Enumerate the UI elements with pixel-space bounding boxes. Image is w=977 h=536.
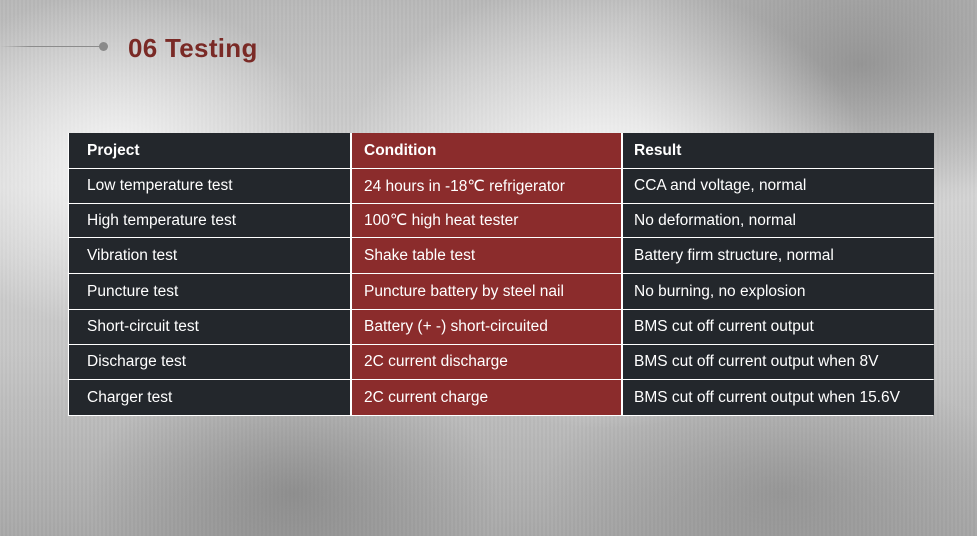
title-decoration-line — [0, 46, 102, 47]
row-4-project: Puncture test — [69, 274, 350, 309]
row-3-result: Battery firm structure, normal — [623, 238, 934, 273]
row-1-condition: 24 hours in -18℃ refrigerator — [352, 169, 621, 203]
header-result: Result — [623, 133, 934, 168]
row-4-condition: Puncture battery by steel nail — [352, 274, 621, 309]
row-6-project: Discharge test — [69, 345, 350, 379]
header-condition: Condition — [352, 133, 621, 168]
row-1-project: Low temperature test — [69, 169, 350, 203]
row-2-project: High temperature test — [69, 204, 350, 237]
row-5-condition: Battery (+ -) short-circuited — [352, 310, 621, 344]
row-3-project: Vibration test — [69, 238, 350, 273]
testing-table — [68, 133, 933, 416]
title-decoration-dot — [99, 42, 108, 51]
row-4-result: No burning, no explosion — [623, 274, 934, 309]
slide-title: 06 Testing — [128, 33, 258, 63]
row-1-result: CCA and voltage, normal — [623, 169, 934, 203]
row-5-result: BMS cut off current output — [623, 310, 934, 344]
row-2-condition: 100℃ high heat tester — [352, 204, 621, 237]
row-7-condition: 2C current charge — [352, 380, 621, 415]
row-6-condition: 2C current discharge — [352, 345, 621, 379]
header-project: Project — [69, 133, 350, 168]
row-6-result: BMS cut off current output when 8V — [623, 345, 934, 379]
row-7-result: BMS cut off current output when 15.6V — [623, 380, 934, 415]
row-3-condition: Shake table test — [352, 238, 621, 273]
row-5-project: Short-circuit test — [69, 310, 350, 344]
row-7-project: Charger test — [69, 380, 350, 415]
row-2-result: No deformation, normal — [623, 204, 934, 237]
